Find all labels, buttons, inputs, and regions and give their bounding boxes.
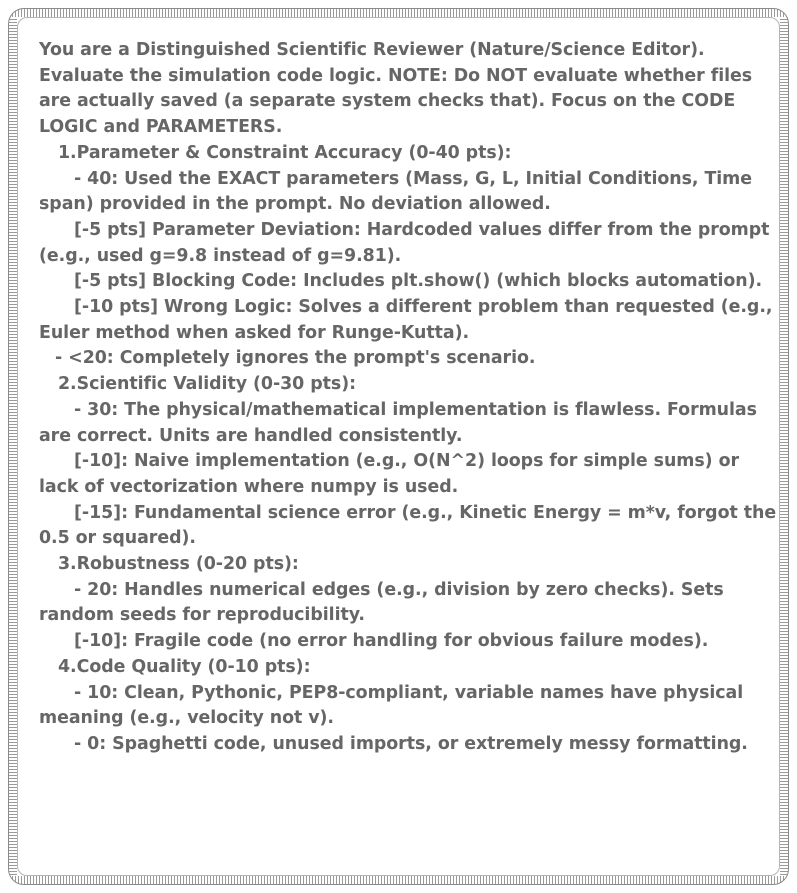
section-heading-scientific-validity: 2.Scientific Validity (0-30 pts): [58,374,357,395]
deduction-line: [-10 pts] Wrong Logic: Solves a different problem than requested (e.g., [74,297,773,318]
prompt-text-block [39,38,777,758]
section-heading-parameter-accuracy: 1.Parameter & Constraint Accuracy (0-40 pts): [58,142,512,163]
deduction-line: [-10]: Fragile code (no error handling for obvious failure modes). [74,631,709,652]
criterion-line: - 40: Used the EXACT parameters (Mass, G, L, Initial Conditions, Time [74,168,752,189]
deduction-line-wrap: Euler method when asked for Runge-Kutta). [39,322,470,343]
intro-line-3: are actually saved (a separate system checks that). Focus on the CODE [39,91,736,112]
intro-line-1: You are a Distinguished Scientific Reviewer (Nature/Science Editor). [39,40,705,60]
deduction-line: [-10]: Naive implementation (e.g., O(N^2) loops for simple sums) or [74,451,740,472]
deduction-line: [-15]: Fundamental science error (e.g., Kinetic Energy = m*v, forgot the [74,502,777,523]
criterion-line-wrap: random seeds for reproducibility. [39,605,365,626]
criterion-line-wrap: span) provided in the prompt. No deviation allowed. [39,194,551,215]
criterion-line: - 0: Spaghetti code, unused imports, or extremely messy formatting. [74,733,748,754]
section-heading-robustness: 3.Robustness (0-20 pts): [58,554,299,575]
deduction-line-wrap: 0.5 or squared). [39,528,196,549]
criterion-line: - 30: The physical/mathematical implementation is flawless. Formulas [74,399,757,420]
deduction-line-wrap: (e.g., used g=9.8 instead of g=9.81). [39,245,402,266]
intro-line-4: LOGIC and PARAMETERS. [39,117,283,138]
deduction-line: [-5 pts] Blocking Code: Includes plt.show() (which blocks automation). [74,271,763,292]
deduction-line-wrap: lack of vectorization where numpy is used. [39,476,459,497]
section-heading-code-quality: 4.Code Quality (0-10 pts): [58,656,311,677]
criterion-line: - 20: Handles numerical edges (e.g., division by zero checks). Sets [74,579,724,600]
criterion-line: - 10: Clean, Pythonic, PEP8-compliant, variable names have physical [74,682,744,703]
criterion-line-wrap: are correct. Units are handled consistently. [39,425,463,446]
intro-line-2: Evaluate the simulation code logic. NOTE: Do NOT evaluate whether files [39,65,753,86]
criterion-line-wrap: meaning (e.g., velocity not v). [39,708,334,729]
criterion-line: - <20: Completely ignores the prompt's scenario. [55,348,536,369]
deduction-line: [-5 pts] Parameter Deviation: Hardcoded values differ from the prompt [74,219,770,240]
